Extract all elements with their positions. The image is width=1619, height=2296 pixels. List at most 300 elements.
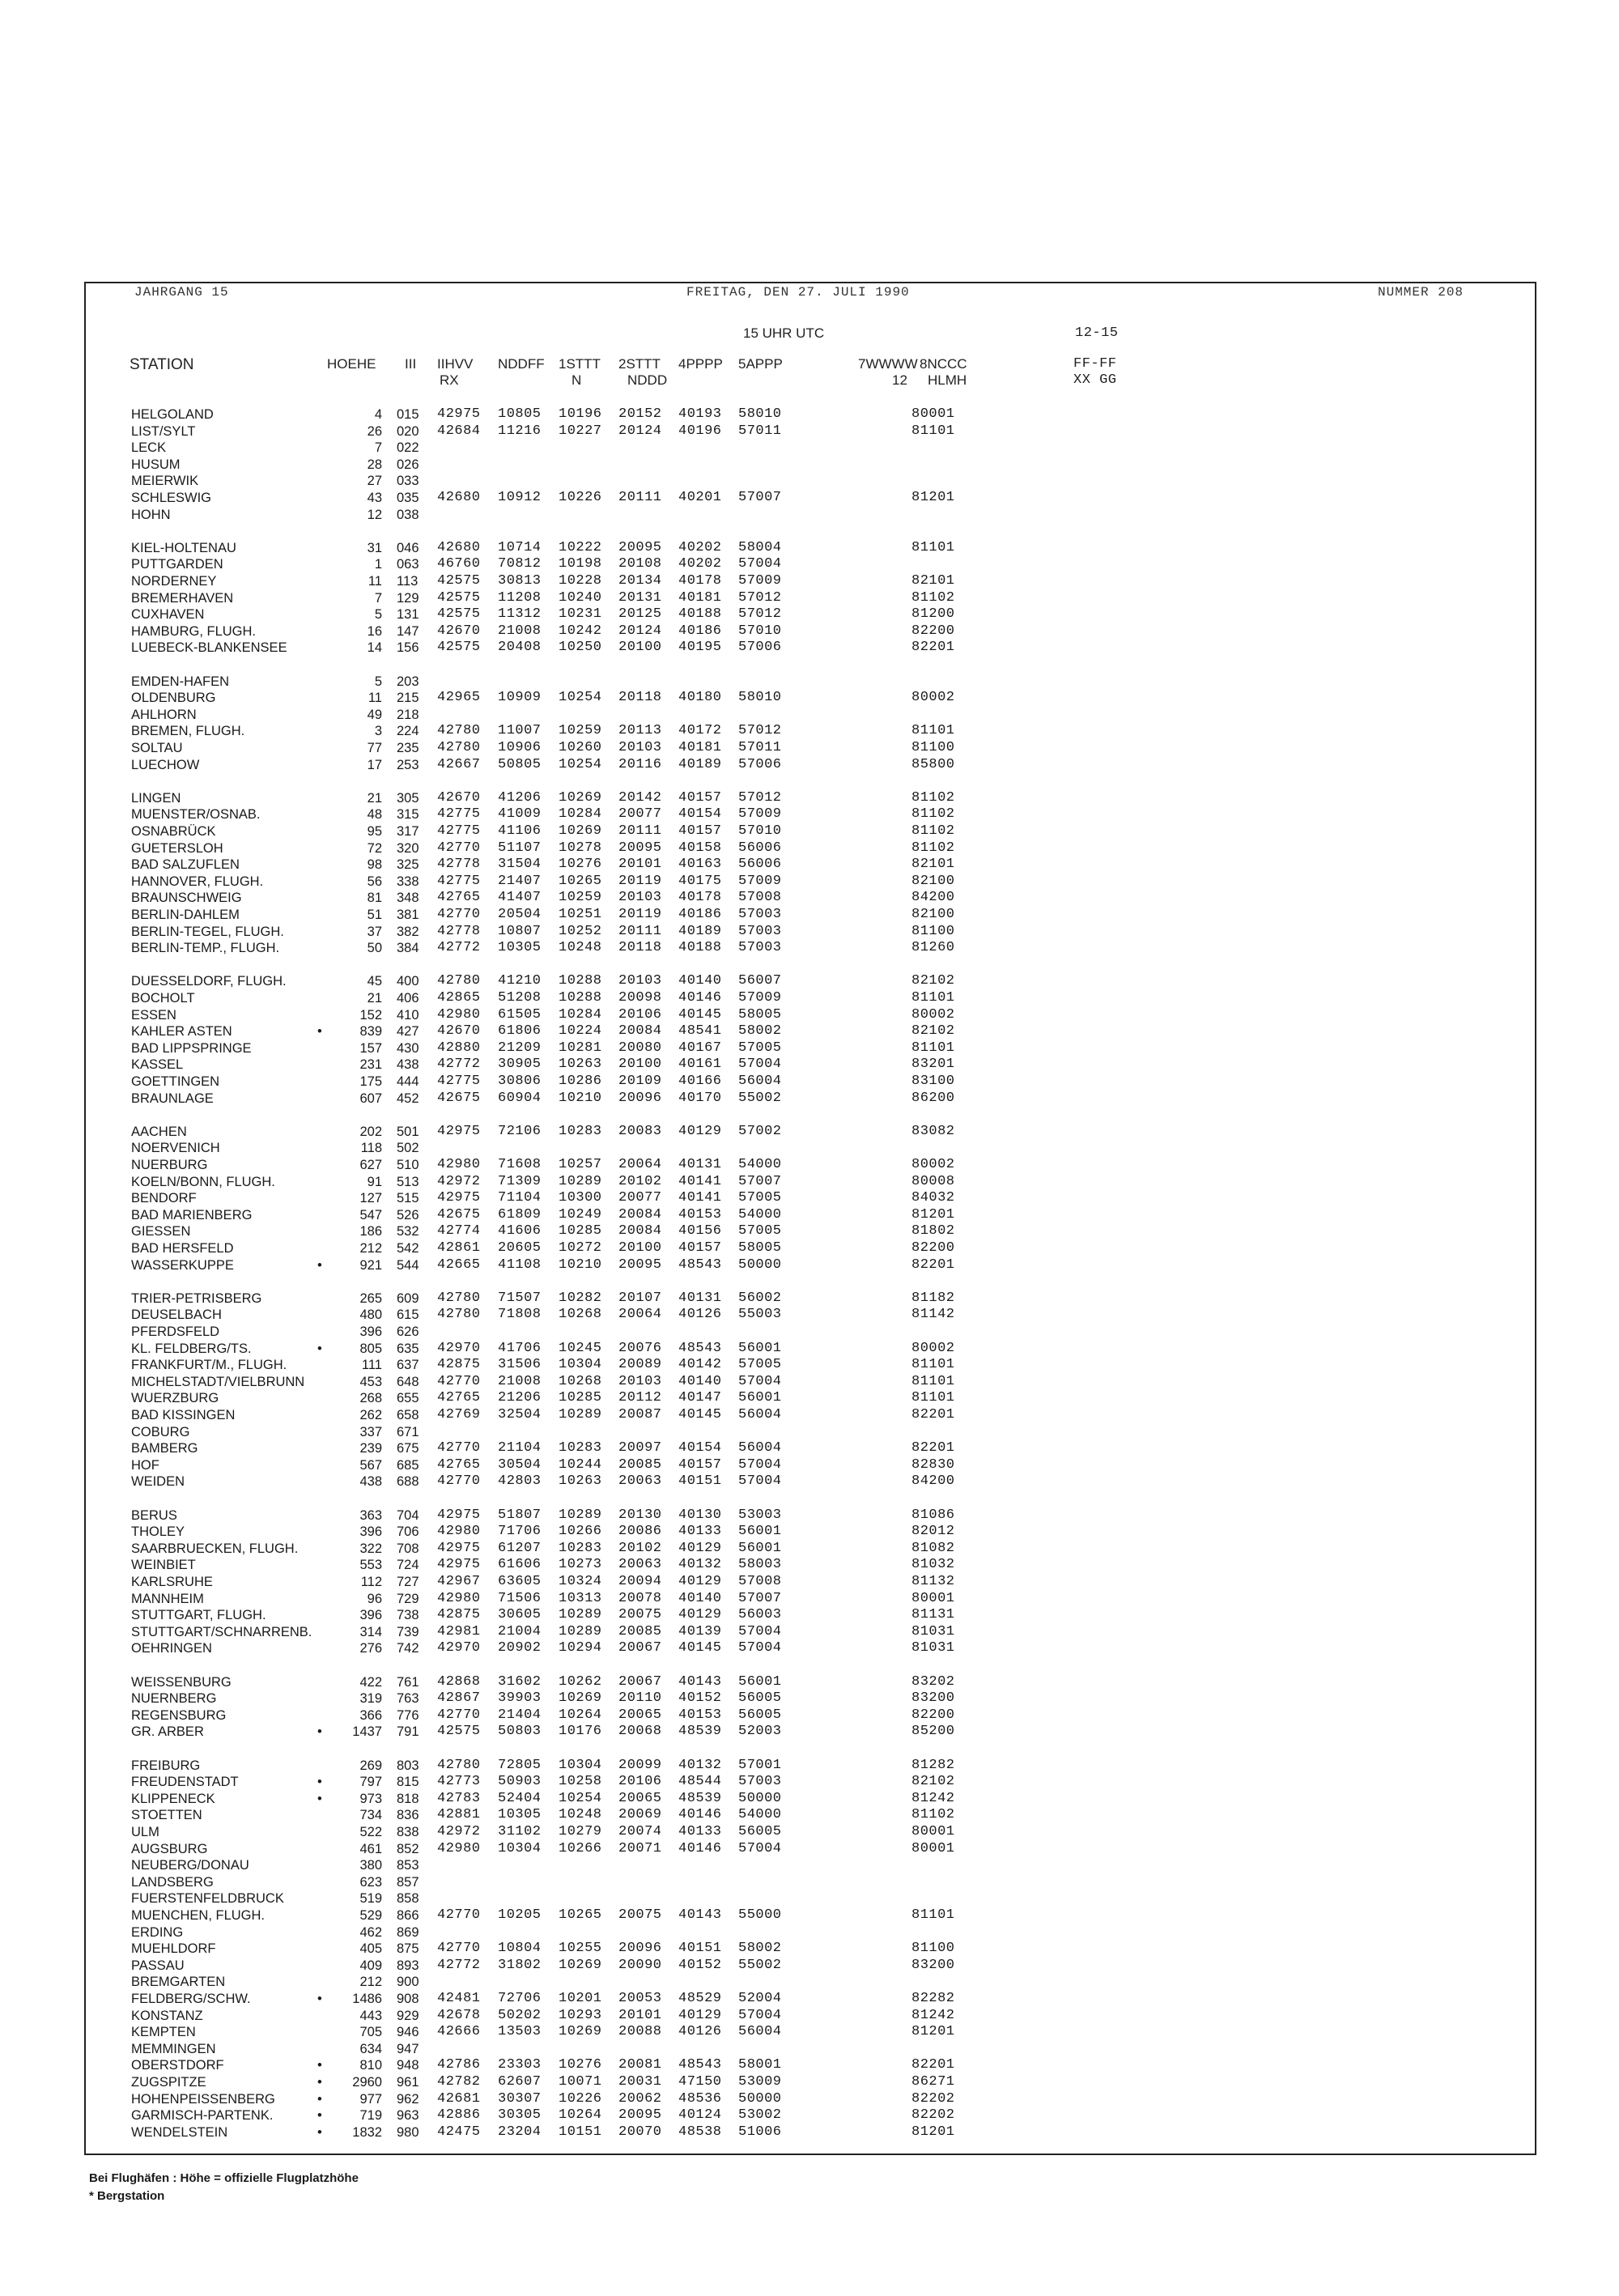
cell-g5: 40153 <box>678 1206 722 1222</box>
cell-hoehe: 157 <box>359 1040 382 1056</box>
cell-g3: 10244 <box>559 1456 602 1473</box>
cell-station: FREIBURG <box>131 1758 201 1773</box>
cell-g5: 40175 <box>678 873 722 889</box>
cell-g6: 50000 <box>738 1790 782 1806</box>
cell-g2: 32504 <box>498 1407 542 1422</box>
cell-iii: 948 <box>397 2058 419 2073</box>
cell-g5: 40141 <box>678 1190 722 1206</box>
cell-g2: 10912 <box>498 490 542 505</box>
cell-g3: 10198 <box>559 556 602 572</box>
cell-g6: 57004 <box>738 556 782 572</box>
cell-g2: 11312 <box>498 606 542 623</box>
cell-station: HOF <box>131 1457 159 1473</box>
cell-hoehe: 231 <box>359 1057 382 1073</box>
cell-g5: 40140 <box>678 1590 722 1606</box>
cell-station: THOLEY <box>131 1524 185 1540</box>
cell-g2: 41407 <box>498 890 542 906</box>
cell-iii: 026 <box>397 457 419 472</box>
cell-g3: 10248 <box>559 1807 602 1823</box>
cell-g1: 42780 <box>437 1290 481 1306</box>
cell-g2: 52404 <box>498 1790 542 1806</box>
cell-g5: 40124 <box>678 2107 722 2124</box>
column-header-g1b: RX <box>440 372 459 388</box>
cell-station: LIST/SYLT <box>131 423 196 439</box>
cell-station: AHLHORN <box>131 707 197 722</box>
cell-g8: 84200 <box>911 1473 955 1490</box>
cell-hoehe: 118 <box>360 1141 382 1156</box>
cell-iii: 980 <box>397 2124 419 2140</box>
cell-g3: 10282 <box>559 1290 602 1306</box>
cell-g6: 57008 <box>738 890 782 906</box>
cell-g6: 57004 <box>738 1840 782 1856</box>
cell-g3: 10254 <box>559 1790 602 1806</box>
cell-g8: 81101 <box>911 723 955 739</box>
cell-g6: 58010 <box>738 690 782 706</box>
cell-g2: 31602 <box>498 1673 542 1690</box>
cell-g3: 10269 <box>559 1957 602 1973</box>
cell-g4: 20125 <box>618 606 662 623</box>
cell-station: KLIPPENECK <box>131 1791 215 1806</box>
cell-g8: 82201 <box>911 640 955 656</box>
cell-g3: 10176 <box>559 1724 602 1740</box>
cell-g2: 60904 <box>498 1090 542 1106</box>
cell-iii: 203 <box>397 674 419 689</box>
cell-hoehe: 27 <box>367 474 382 489</box>
cell-station: GIESSEN <box>131 1224 191 1239</box>
cell-g1: 42780 <box>437 740 481 755</box>
cell-g4: 20099 <box>618 1757 662 1773</box>
cell-iii: 838 <box>397 1825 419 1839</box>
cell-g6: 57005 <box>738 1223 782 1239</box>
cell-g5: 40201 <box>678 490 722 505</box>
cell-iii: 671 <box>397 1424 419 1439</box>
cell-hoehe: 127 <box>359 1191 382 1206</box>
cell-g4: 20088 <box>618 2024 662 2040</box>
cell-g4: 20084 <box>618 1023 662 1040</box>
cell-g5: 40129 <box>678 1607 722 1623</box>
cell-g4: 20111 <box>618 923 662 939</box>
cell-g3: 10289 <box>559 1607 602 1623</box>
cell-g1: 42680 <box>437 490 481 505</box>
cell-g2: 21008 <box>498 1373 542 1389</box>
cell-g2: 31504 <box>498 857 542 873</box>
cell-station: WEIDEN <box>131 1474 185 1490</box>
cell-g8: 80001 <box>911 1840 955 1856</box>
cell-hoehe: 522 <box>359 1825 382 1839</box>
cell-g5: 48544 <box>678 1774 722 1790</box>
cell-g2: 10305 <box>498 940 542 956</box>
cell-g5: 40186 <box>678 907 722 922</box>
cell-g2: 71608 <box>498 1157 542 1172</box>
cell-iii: 869 <box>397 1924 419 1940</box>
column-header-hoehe: HOEHE <box>327 356 376 372</box>
column-header-g7b: 12 <box>892 372 907 388</box>
cell-hoehe: 48 <box>367 807 382 823</box>
cell-g4: 20077 <box>618 1190 662 1206</box>
cell-station: FELDBERG/SCHW. <box>131 1992 251 2006</box>
cell-g8: 82200 <box>911 1707 955 1723</box>
cell-iii: 325 <box>397 857 419 873</box>
cell-g5: 40163 <box>678 857 722 873</box>
cell-station: NOERVENICH <box>131 1141 220 1156</box>
cell-g4: 20110 <box>618 1690 662 1707</box>
cell-g2: 71104 <box>498 1190 542 1206</box>
cell-g8: 84200 <box>911 890 955 906</box>
cell-g1: 42875 <box>437 1357 481 1373</box>
cell-g3: 10289 <box>559 1623 602 1639</box>
column-header-iii: III <box>405 356 417 372</box>
cell-g5: 40133 <box>678 1824 722 1839</box>
cell-station: BENDORF <box>131 1191 197 1206</box>
cell-star: • <box>317 1341 322 1356</box>
cell-g2: 10304 <box>498 1840 542 1856</box>
column-header-g4: 2STTT <box>618 356 661 372</box>
cell-g3: 10263 <box>559 1057 602 1073</box>
cell-g8: 80001 <box>911 1590 955 1606</box>
cell-g8: 81200 <box>911 606 955 623</box>
cell-g4: 20096 <box>618 1941 662 1957</box>
cell-g1: 42774 <box>437 1223 481 1239</box>
cell-g4: 20134 <box>618 573 662 589</box>
cell-station: WENDELSTEIN <box>131 2124 228 2140</box>
cell-g2: 20504 <box>498 907 542 922</box>
cell-station: AACHEN <box>131 1124 187 1139</box>
cell-g6: 51006 <box>738 2124 782 2140</box>
cell-g2: 30605 <box>498 1607 542 1623</box>
cell-iii: 947 <box>397 2041 419 2056</box>
cell-g3: 10222 <box>559 539 602 555</box>
cell-hoehe: 202 <box>359 1124 382 1139</box>
cell-iii: 626 <box>397 1324 419 1339</box>
cell-station: MICHELSTADT/VIELBRUNN <box>131 1374 305 1389</box>
cell-g8: 81101 <box>911 539 955 555</box>
cell-hoehe: 553 <box>359 1558 382 1573</box>
cell-g4: 20131 <box>618 589 662 606</box>
cell-g8: 81032 <box>911 1557 955 1573</box>
cell-g5: 40152 <box>678 1957 722 1973</box>
cell-g4: 20076 <box>618 1340 662 1356</box>
cell-iii: 218 <box>397 707 419 722</box>
cell-station: BAD MARIENBERG <box>131 1207 253 1222</box>
cell-station: DEUSELBACH <box>131 1307 222 1323</box>
cell-g4: 20068 <box>618 1724 662 1740</box>
cell-g3: 10210 <box>559 1256 602 1273</box>
cell-hoehe: 405 <box>359 1941 382 1957</box>
cell-g2: 61809 <box>498 1206 542 1222</box>
cell-g1: 42772 <box>437 940 481 956</box>
cell-g6: 56007 <box>738 973 782 989</box>
cell-g5: 40202 <box>678 539 722 555</box>
cell-g4: 20118 <box>618 940 662 956</box>
cell-g6: 52003 <box>738 1724 782 1740</box>
cell-g8: 81101 <box>911 1390 955 1406</box>
cell-hoehe: 409 <box>359 1958 382 1973</box>
cell-g5: 40130 <box>678 1507 722 1523</box>
cell-hoehe: 43 <box>367 491 382 505</box>
cell-hoehe: 443 <box>359 2008 382 2023</box>
cell-g6: 56003 <box>738 1607 782 1623</box>
cell-station: BRAUNSCHWEIG <box>131 891 242 906</box>
cell-g4: 20113 <box>618 723 662 739</box>
cell-g3: 10285 <box>559 1390 602 1406</box>
cell-g1: 42770 <box>437 1941 481 1957</box>
column-header-g9: FF-FF <box>1073 356 1117 372</box>
cell-g4: 20063 <box>618 1557 662 1573</box>
cell-g5: 40151 <box>678 1473 722 1490</box>
cell-g8: 81242 <box>911 1790 955 1806</box>
cell-g4: 20095 <box>618 1256 662 1273</box>
cell-station: SCHLESWIG <box>131 491 212 505</box>
cell-g3: 10293 <box>559 2007 602 2023</box>
cell-g2: 61806 <box>498 1023 542 1040</box>
cell-g2: 42803 <box>498 1473 542 1490</box>
cell-station: NUERNBERG <box>131 1691 217 1707</box>
cell-g6: 58005 <box>738 1240 782 1256</box>
cell-iii: 430 <box>397 1040 419 1056</box>
cell-g1: 42975 <box>437 1190 481 1206</box>
cell-station: KIEL-HOLTENAU <box>131 540 236 555</box>
cell-g5: 40188 <box>678 606 722 623</box>
cell-g2: 72106 <box>498 1123 542 1139</box>
cell-g6: 58004 <box>738 539 782 555</box>
cell-g2: 20408 <box>498 640 542 656</box>
cell-station: KARLSRUHE <box>131 1575 213 1589</box>
cell-hoehe: 805 <box>359 1341 382 1356</box>
cell-g6: 57004 <box>738 1057 782 1073</box>
cell-g4: 20089 <box>618 1357 662 1373</box>
cell-iii: 384 <box>397 941 419 956</box>
cell-iii: 803 <box>397 1758 419 1773</box>
cell-g5: 48543 <box>678 1340 722 1356</box>
cell-station: GUETERSLOH <box>131 840 223 856</box>
cell-g3: 10265 <box>559 873 602 889</box>
cell-g2: 71808 <box>498 1307 542 1323</box>
cell-g1: 42575 <box>437 640 481 656</box>
cell-g2: 31102 <box>498 1824 542 1839</box>
cell-g6: 55002 <box>738 1090 782 1106</box>
cell-g5: 40161 <box>678 1057 722 1073</box>
cell-g1: 42775 <box>437 873 481 889</box>
cell-station: PUTTGARDEN <box>131 557 223 572</box>
cell-iii: 893 <box>397 1958 419 1973</box>
cell-iii: 858 <box>397 1891 419 1907</box>
cell-g5: 40145 <box>678 1006 722 1023</box>
cell-iii: 648 <box>397 1374 419 1389</box>
cell-g8: 85800 <box>911 756 955 772</box>
cell-g4: 20085 <box>618 1456 662 1473</box>
cell-g5: 40196 <box>678 423 722 439</box>
cell-g8: 81082 <box>911 1540 955 1556</box>
cell-g3: 10258 <box>559 1774 602 1790</box>
cell-g1: 42770 <box>437 1707 481 1723</box>
cell-iii: 129 <box>397 590 419 606</box>
cell-g6: 54000 <box>738 1807 782 1823</box>
cell-g5: 40145 <box>678 1640 722 1656</box>
cell-g3: 10259 <box>559 723 602 739</box>
cell-hoehe: 96 <box>367 1591 382 1606</box>
cell-hoehe: 56 <box>367 874 382 889</box>
cell-g1: 42881 <box>437 1807 481 1823</box>
cell-station: ULM <box>131 1825 159 1839</box>
cell-g4: 20111 <box>618 823 662 839</box>
cell-hoehe: 5 <box>374 674 382 689</box>
cell-station: BAD LIPPSPRINGE <box>131 1040 252 1056</box>
cell-g8: 81031 <box>911 1623 955 1639</box>
cell-g5: 40140 <box>678 973 722 989</box>
cell-g1: 42666 <box>437 2024 481 2040</box>
cell-g1: 42684 <box>437 423 481 439</box>
cell-star: • <box>317 2124 322 2140</box>
cell-station: BREMERHAVEN <box>131 590 234 606</box>
cell-station: OBERSTDORF <box>131 2058 224 2073</box>
cell-g2: 21008 <box>498 623 542 639</box>
cell-hoehe: 627 <box>359 1158 382 1172</box>
cell-station: SAARBRUECKEN, FLUGH. <box>131 1541 299 1556</box>
cell-iii: 015 <box>397 407 419 422</box>
cell-g8: 80002 <box>911 690 955 706</box>
cell-hoehe: 734 <box>359 1808 382 1823</box>
cell-hoehe: 480 <box>359 1307 382 1323</box>
cell-g2: 11208 <box>498 589 542 606</box>
cell-g2: 21209 <box>498 1040 542 1056</box>
range-label: 12-15 <box>1075 325 1119 341</box>
cell-g5: 48541 <box>678 1023 722 1040</box>
cell-g2: 71507 <box>498 1290 542 1306</box>
cell-g3: 10269 <box>559 823 602 839</box>
cell-station: WASSERKUPPE <box>131 1257 234 1273</box>
cell-g8: 81201 <box>911 1206 955 1222</box>
cell-hoehe: 396 <box>359 1524 382 1540</box>
cell-iii: 761 <box>397 1674 419 1690</box>
cell-g4: 20100 <box>618 640 662 656</box>
cell-hoehe: 322 <box>359 1541 382 1556</box>
cell-hoehe: 262 <box>359 1408 382 1422</box>
cell-station: NORDERNEY <box>131 574 217 589</box>
cell-station: KOELN/BONN, FLUGH. <box>131 1174 275 1189</box>
cell-g8: 83201 <box>911 1057 955 1073</box>
cell-g8: 83082 <box>911 1123 955 1139</box>
cell-g2: 21407 <box>498 873 542 889</box>
cell-station: GR. ARBER <box>131 1724 204 1740</box>
cell-iii: 658 <box>397 1408 419 1422</box>
cell-star: • <box>317 2091 322 2107</box>
cell-g6: 56005 <box>738 1824 782 1839</box>
cell-g4: 20053 <box>618 1991 662 2006</box>
cell-g1: 42772 <box>437 1957 481 1973</box>
cell-hoehe: 396 <box>359 1324 382 1339</box>
cell-g6: 57010 <box>738 823 782 839</box>
cell-iii: 542 <box>397 1241 419 1256</box>
cell-g6: 57012 <box>738 789 782 806</box>
cell-g6: 54000 <box>738 1157 782 1172</box>
cell-g6: 53009 <box>738 2074 782 2090</box>
cell-g4: 20086 <box>618 1524 662 1540</box>
cell-g6: 57001 <box>738 1757 782 1773</box>
cell-g8: 82201 <box>911 1440 955 1456</box>
cell-g2: 10804 <box>498 1941 542 1957</box>
cell-hoehe: 72 <box>367 840 382 856</box>
cell-g6: 57009 <box>738 990 782 1006</box>
cell-g8: 80001 <box>911 1824 955 1839</box>
cell-g1: 42861 <box>437 1240 481 1256</box>
cell-g2: 23204 <box>498 2124 542 2140</box>
cell-g3: 10254 <box>559 690 602 706</box>
cell-g6: 57009 <box>738 873 782 889</box>
cell-g6: 57003 <box>738 1774 782 1790</box>
cell-station: LUEBECK-BLANKENSEE <box>131 640 287 656</box>
cell-g5: 40131 <box>678 1290 722 1306</box>
column-header-g9b: XX GG <box>1073 372 1117 388</box>
cell-station: DUESSELDORF, FLUGH. <box>131 974 287 989</box>
cell-g1: 42975 <box>437 1540 481 1556</box>
cell-hoehe: 519 <box>359 1891 382 1907</box>
cell-iii: 706 <box>397 1524 419 1540</box>
cell-station: NUERBURG <box>131 1158 208 1172</box>
cell-g5: 40142 <box>678 1357 722 1373</box>
cell-g5: 48539 <box>678 1790 722 1806</box>
nummer-label: NUMMER 208 <box>1378 285 1464 300</box>
cell-station: HUSUM <box>131 457 181 472</box>
cell-g1: 42765 <box>437 1390 481 1406</box>
cell-g2: 51107 <box>498 840 542 856</box>
cell-g1: 42475 <box>437 2124 481 2140</box>
cell-g3: 10201 <box>559 1991 602 2006</box>
cell-station: HOHN <box>131 507 171 522</box>
cell-g8: 81101 <box>911 1040 955 1056</box>
cell-g8: 81102 <box>911 789 955 806</box>
cell-hoehe: 623 <box>359 1874 382 1890</box>
cell-g3: 10071 <box>559 2074 602 2090</box>
cell-g8: 81101 <box>911 1907 955 1923</box>
cell-g5: 40146 <box>678 1807 722 1823</box>
cell-g3: 10262 <box>559 1673 602 1690</box>
cell-station: WEISSENBURG <box>131 1674 232 1690</box>
cell-g1: 42886 <box>437 2107 481 2124</box>
cell-station: WEINBIET <box>131 1558 196 1573</box>
cell-g8: 84032 <box>911 1190 955 1206</box>
cell-g6: 57003 <box>738 940 782 956</box>
cell-g6: 56004 <box>738 1074 782 1089</box>
cell-g6: 58001 <box>738 2057 782 2073</box>
cell-g3: 10264 <box>559 2107 602 2124</box>
cell-g2: 39903 <box>498 1690 542 1707</box>
cell-station: MUENCHEN, FLUGH. <box>131 1908 266 1923</box>
cell-g6: 58010 <box>738 406 782 422</box>
footer-notes <box>89 2170 359 2205</box>
cell-hoehe: 1486 <box>352 1992 382 2006</box>
cell-iii: 852 <box>397 1841 419 1856</box>
cell-g6: 57004 <box>738 1473 782 1490</box>
cell-g4: 20103 <box>618 890 662 906</box>
cell-g4: 20075 <box>618 1607 662 1623</box>
cell-star: • <box>317 2058 322 2073</box>
cell-g5: 40151 <box>678 1941 722 1957</box>
cell-g2: 21104 <box>498 1440 542 1456</box>
cell-g3: 10249 <box>559 1206 602 1222</box>
cell-g4: 20074 <box>618 1824 662 1839</box>
cell-g1: 42575 <box>437 589 481 606</box>
cell-g2: 50202 <box>498 2007 542 2023</box>
cell-g3: 10269 <box>559 2024 602 2040</box>
cell-g4: 20119 <box>618 907 662 922</box>
cell-g6: 56001 <box>738 1524 782 1540</box>
cell-hoehe: 268 <box>359 1391 382 1406</box>
cell-g2: 62607 <box>498 2074 542 2090</box>
cell-g5: 40129 <box>678 1574 722 1589</box>
cell-g5: 40143 <box>678 1673 722 1690</box>
cell-g8: 81100 <box>911 1941 955 1957</box>
cell-hoehe: 12 <box>367 507 382 522</box>
